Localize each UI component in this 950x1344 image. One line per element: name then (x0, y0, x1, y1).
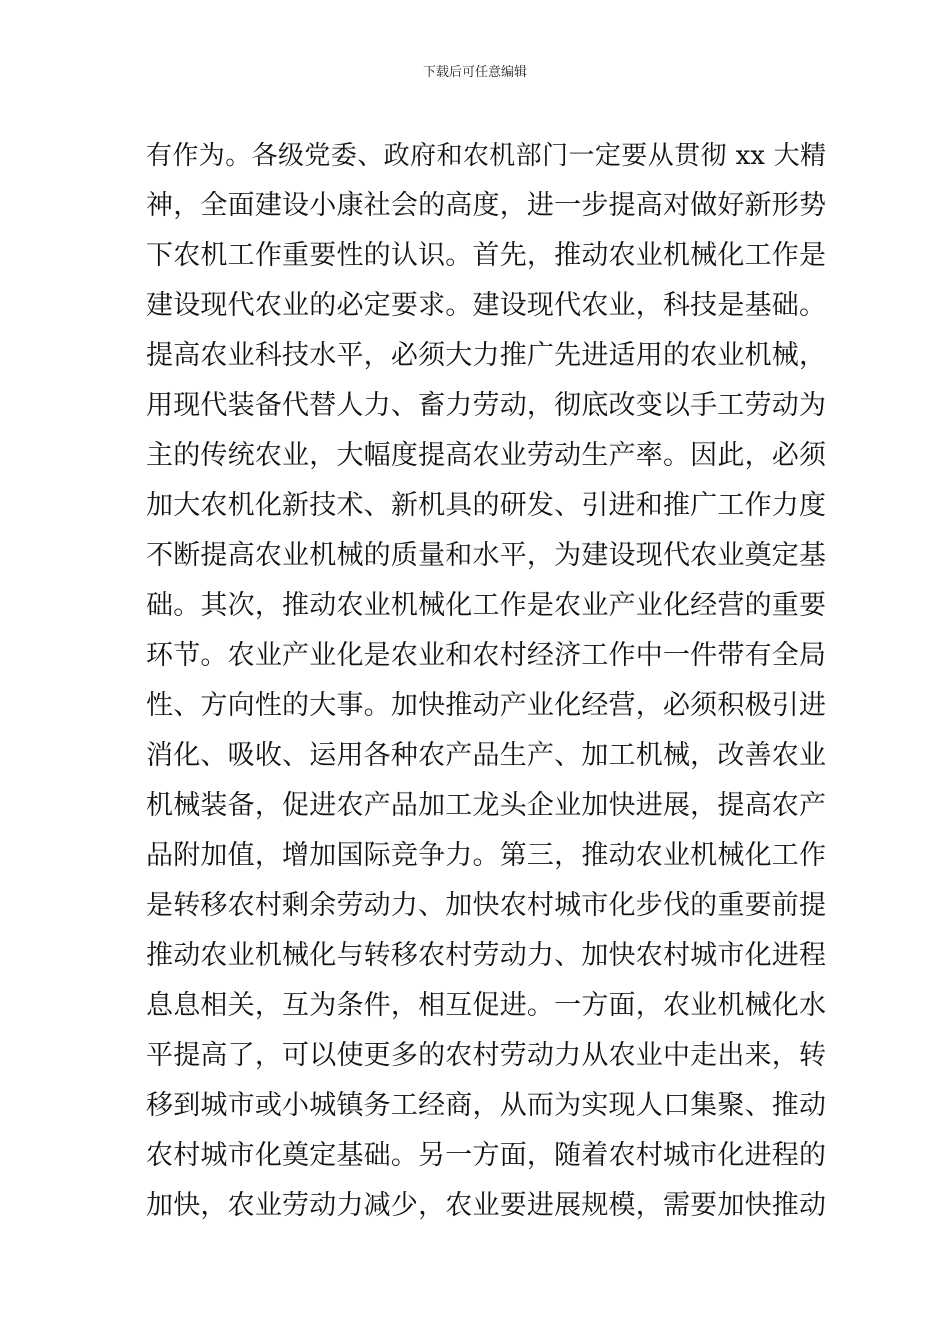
text-line: 提高农业科技水平，必须大力推广先进适用的农业机械， (146, 340, 826, 371)
text-line: 建设现代农业的必定要求。建设现代农业，科技是基础。 (146, 290, 826, 321)
text-line: 础。其次，推动农业机械化工作是农业产业化经营的重要 (146, 590, 826, 621)
text-line: 下农机工作重要性的认识。首先，推动农业机械化工作是 (146, 240, 826, 271)
text-line: 神，全面建设小康社会的高度，进一步提高对做好新形势 (146, 190, 826, 221)
text-line: 加快，农业劳动力减少，农业要进展规模，需要加快推动 (146, 1190, 826, 1221)
text-line: 加大农机化新技术、新机具的研发、引进和推广工作力度 (146, 490, 826, 521)
text-line: 环节。农业产业化是农业和农村经济工作中一件带有全局 (146, 640, 826, 671)
text-line: 消化、吸收、运用各种农产品生产、加工机械，改善农业 (146, 740, 826, 771)
text-line: 主的传统农业，大幅度提高农业劳动生产率。因此，必须 (146, 440, 826, 471)
page-header: 下载后可任意编辑 (422, 65, 527, 80)
text-line: 推动农业机械化与转移农村劳动力、加快农村城市化进程 (146, 940, 826, 971)
text-line: 性、方向性的大事。加快推动产业化经营，必须积极引进 (146, 690, 826, 721)
text-line: 品附加值，增加国际竞争力。第三，推动农业机械化工作 (146, 840, 826, 871)
text-line: 平提高了，可以使更多的农村劳动力从农业中走出来，转 (146, 1040, 826, 1071)
text-line: 农村城市化奠定基础。另一方面，随着农村城市化进程的 (146, 1140, 826, 1171)
text-line: 用现代装备代替人力、畜力劳动，彻底改变以手工劳动为 (146, 390, 826, 421)
text-line: 息息相关，互为条件，相互促进。一方面，农业机械化水 (146, 990, 826, 1021)
text-line: 不断提高农业机械的质量和水平，为建设现代农业奠定基 (146, 540, 826, 571)
body-text (146, 131, 826, 1231)
text-line: 是转移农村剩余劳动力、加快农村城市化步伐的重要前提 (146, 890, 826, 921)
text-line: 有作为。各级党委、政府和农机部门一定要从贯彻 xx 大精 (146, 141, 826, 171)
text-line: 机械装备，促进农产品加工龙头企业加快进展，提高农产 (146, 790, 826, 821)
text-line: 移到城市或小城镇务工经商，从而为实现人口集聚、推动 (146, 1090, 826, 1121)
